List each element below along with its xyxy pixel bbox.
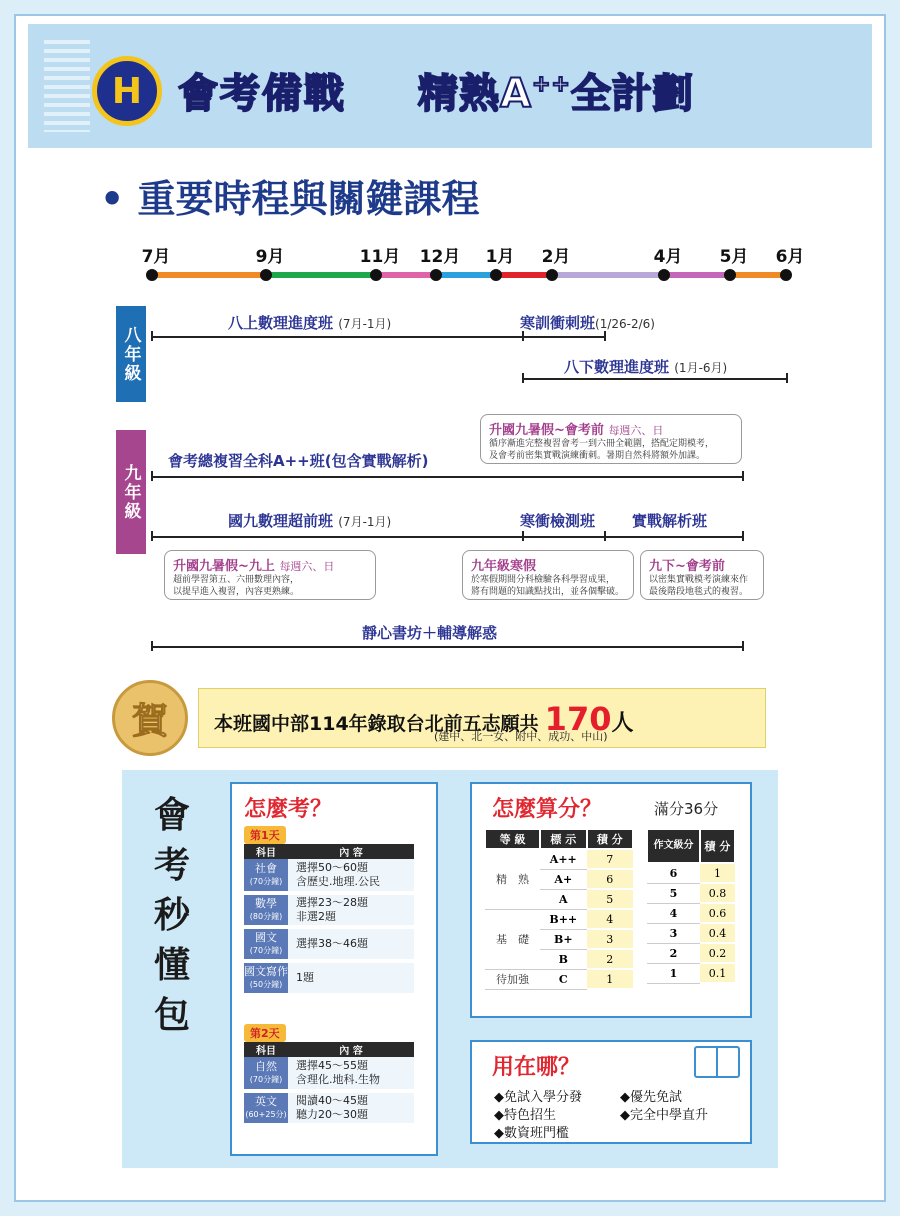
timeline-segment: [730, 272, 786, 278]
section-title: • 重要時程與關鍵課程: [100, 177, 480, 221]
course-g8-up-name: 八上數理進度班: [228, 314, 334, 332]
course-g9-review-suffix: (包含實戰解析): [324, 452, 429, 470]
mark-cell: A++: [540, 849, 586, 869]
grade-8-label: 八年級: [116, 306, 146, 402]
score-cell: 5: [587, 889, 633, 909]
timeline-segment: [552, 272, 664, 278]
timeline-dot: [490, 269, 502, 281]
note-title: [173, 555, 367, 574]
use-item: ◆完全中學直升: [620, 1108, 708, 1123]
essay-score-cell: 0.2: [700, 943, 735, 963]
subject-row: [244, 859, 414, 893]
mark-cell: B: [540, 949, 586, 969]
score-row: [485, 909, 633, 929]
decor-stripes: [44, 40, 90, 132]
subject-cell: 社會 (70分鐘): [244, 859, 288, 893]
note-tag: 每週六、日: [279, 560, 335, 573]
course-g9-practice: 實戰解析班: [632, 512, 708, 530]
score-cell: 4: [587, 909, 633, 929]
essay-row: [647, 943, 735, 963]
col-content: 內 容: [288, 844, 414, 859]
timeline-dot: [370, 269, 382, 281]
score-cell: 7: [587, 849, 633, 869]
mark-cell: A+: [540, 869, 586, 889]
header-title-part1: 會考備戰: [178, 71, 346, 117]
day1-badge: 第1天: [244, 826, 286, 844]
essay-score-table: [646, 828, 736, 984]
essay-row: [647, 883, 735, 903]
subject-cell: 數學 (80分鐘): [244, 893, 288, 927]
bar-reading: [152, 646, 744, 648]
subject-row: [244, 961, 414, 995]
content-cell: 選擇38～46題: [288, 927, 414, 961]
course-reading: 靜心書坊＋輔導解惑: [362, 624, 498, 642]
bar-g9-advance: [152, 536, 744, 538]
essay-row: [647, 963, 735, 983]
pack-title-char: 包: [153, 994, 190, 1036]
bar-g9-review: [152, 476, 744, 478]
level-cell: 精 熟: [485, 849, 540, 909]
col-subject: 科目: [244, 844, 288, 859]
header-title-sup: ++: [531, 72, 571, 97]
day2-table: [244, 1042, 414, 1127]
note-title: 九年級寒假: [471, 559, 537, 574]
use-item: ◆特色招生: [494, 1108, 556, 1123]
mark-cell: B++: [540, 909, 586, 929]
essay-level-cell: 1: [647, 963, 700, 983]
course-g8-down: [564, 356, 727, 377]
tick: [604, 331, 606, 341]
timeline-segment: [376, 272, 436, 278]
essay-score-cell: 0.8: [700, 883, 735, 903]
timeline-month-label: 11月: [359, 247, 401, 267]
course-g8-winter-name: 寒訓衝刺班: [520, 314, 596, 332]
tick: [522, 373, 524, 383]
score-cell: 6: [587, 869, 633, 889]
essay-score-cell: 0.1: [700, 963, 735, 983]
day1-table: [244, 844, 414, 997]
timeline-month-label: 4月: [653, 247, 683, 267]
essay-score-cell: 1: [700, 863, 735, 883]
tick: [604, 531, 606, 541]
content-cell: 選擇45～55題 含理化.地科.生物: [288, 1057, 414, 1091]
bar-g8-up: [152, 336, 524, 338]
timeline-dot: [146, 269, 158, 281]
essay-row: [647, 903, 735, 923]
level-cell: 基 礎: [485, 909, 540, 969]
pack-title-char: 懂: [153, 944, 190, 986]
note-body: 以密集實戰模考演練來作: [649, 575, 749, 585]
header-title-main: 精熟A: [418, 71, 532, 117]
note-title-text: 升國九暑假~九上: [173, 559, 275, 574]
content-cell: 閱讀40～45題 聽力20～30題: [288, 1091, 414, 1125]
exam-pack-title: [148, 790, 196, 1040]
pack-title-char: 秒: [153, 894, 190, 936]
note-body: 以提早進入複習，內容更熟練。: [173, 587, 300, 597]
essay-row: [647, 863, 735, 883]
congrats-number: 170: [544, 700, 612, 738]
course-g9-advance-name: 國九數理超前班: [228, 512, 334, 530]
subject-row: [244, 927, 414, 961]
score-cell: 1: [587, 969, 633, 989]
bar-g8-down: [524, 378, 788, 380]
note-body: 於寒假期間分科檢驗各科學習成果，: [471, 575, 616, 585]
course-g9-winter-test: 寒衝檢測班: [520, 512, 596, 530]
essay-level-cell: 4: [647, 903, 700, 923]
subject-row: [244, 893, 414, 927]
note-body: 將有問題的知識點找出，並各個擊破。: [471, 587, 625, 597]
course-g8-winter: [520, 312, 655, 333]
bar-g8-winter: [524, 336, 606, 338]
col-score: 積 分: [587, 829, 633, 849]
course-g9-review: [168, 450, 428, 471]
header-title-end: 全計劃: [570, 71, 694, 117]
essay-level-cell: 5: [647, 883, 700, 903]
full-score: 滿分36分: [654, 800, 719, 818]
score-cell: 2: [587, 949, 633, 969]
note-title-text: 升國九暑假~會考前: [489, 423, 604, 438]
note-body: 及會考前密集實戰演練衝刺。暑期自然科將額外加課。: [489, 451, 706, 461]
essay-level-cell: 3: [647, 923, 700, 943]
score-cell: 3: [587, 929, 633, 949]
congrats-seal-icon: 賀: [112, 680, 188, 756]
content-cell: 選擇50～60題 含歷史.地理.公民: [288, 859, 414, 893]
subject-cell: 英文 (60+25分): [244, 1091, 288, 1125]
mark-cell: B+: [540, 929, 586, 949]
essay-row: [647, 923, 735, 943]
timeline-month-label: 2月: [541, 247, 571, 267]
note-title: [489, 419, 733, 438]
col-content: 內 容: [288, 1042, 414, 1057]
course-g8-winter-period: (1/26-2/6): [595, 317, 655, 331]
tick: [786, 373, 788, 383]
note-tag: 每週六、日: [608, 424, 664, 437]
note-summer-to-exam: [480, 414, 742, 464]
col-essay-level: 作文級分: [647, 829, 700, 863]
congrats-schools: (建中、北一女、附中、成功、中山): [434, 730, 608, 743]
timeline-month-label: 5月: [719, 247, 749, 267]
timeline-dot: [724, 269, 736, 281]
col-subject: 科目: [244, 1042, 288, 1057]
course-g9-review-name: 會考總複習全科A++班: [168, 452, 325, 470]
timeline-dot: [658, 269, 670, 281]
timeline-dot: [260, 269, 272, 281]
content-cell: 選擇23～28題 非選2題: [288, 893, 414, 927]
how-exam-heading: 怎麼考？: [244, 797, 333, 822]
timeline-segment: [664, 272, 730, 278]
tick: [151, 531, 153, 541]
brand-logo-icon: [92, 56, 162, 126]
tick: [742, 471, 744, 481]
tick: [522, 531, 524, 541]
timeline-dot: [780, 269, 792, 281]
course-g8-up-period: (7月-1月): [338, 317, 392, 331]
essay-score-cell: 0.6: [700, 903, 735, 923]
col-level: 等 級: [485, 829, 540, 849]
course-g9-advance-period: (7月-1月): [338, 515, 392, 529]
subject-row: [244, 1091, 414, 1125]
congrats-unit: 人: [611, 711, 634, 736]
mark-cell: A: [540, 889, 586, 909]
course-g9-advance: [228, 510, 391, 531]
note-9down: [640, 550, 764, 600]
pack-title-char: 會: [153, 794, 190, 836]
course-g8-up: [228, 312, 391, 333]
subject-cell: 國文寫作 (50分鐘): [244, 961, 288, 995]
essay-score-cell: 0.4: [700, 923, 735, 943]
course-g8-down-name: 八下數理進度班: [564, 358, 670, 376]
score-row: [485, 969, 633, 989]
use-item: ◆數資班門檻: [494, 1126, 569, 1141]
logo-letter: H: [111, 70, 143, 112]
day2-badge: 第2天: [244, 1024, 286, 1042]
congrats-main: 本班國中部114年錄取台北前五志願共: [214, 713, 539, 735]
note-summer-9up: [164, 550, 376, 600]
timeline-month-label: 7月: [141, 247, 171, 267]
book-icon: [694, 1046, 740, 1078]
use-item: ◆免試入學分發: [494, 1090, 582, 1105]
timeline-segment: [266, 272, 376, 278]
timeline-segment: [436, 272, 496, 278]
subject-row: [244, 1057, 414, 1091]
timeline-month-label: 9月: [255, 247, 285, 267]
tick: [151, 641, 153, 651]
note-body: 循序漸進完整複習會考一到六冊全範圍，搭配定期模考，: [489, 439, 715, 449]
essay-level-cell: 2: [647, 943, 700, 963]
grade-score-table: [484, 828, 634, 990]
how-score-heading: 怎麼算分？: [492, 797, 603, 822]
tick: [742, 641, 744, 651]
level-cell: 待加強: [485, 969, 540, 989]
mark-cell: C: [540, 969, 586, 989]
note-body: 最後階段地毯式的複習。: [649, 587, 749, 597]
note-title: 九下~會考前: [649, 559, 725, 574]
subject-cell: 國文 (70分鐘): [244, 927, 288, 961]
timeline-segment: [496, 272, 552, 278]
timeline-segment: [152, 272, 266, 278]
tick: [742, 531, 744, 541]
use-item: ◆優先免試: [620, 1090, 682, 1105]
timeline-dot: [430, 269, 442, 281]
pack-title-char: 考: [153, 844, 190, 886]
timeline-month-label: 6月: [775, 247, 805, 267]
tick: [151, 331, 153, 341]
where-use-heading: 用在哪？: [492, 1055, 581, 1080]
note-body: 超前學習第五、六冊數理內容，: [173, 575, 300, 585]
header-title-part2: [418, 62, 694, 119]
col-essay-score: 積 分: [700, 829, 735, 863]
timeline-month-label: 12月: [419, 247, 461, 267]
grade-9-label: 九年級: [116, 430, 146, 554]
note-winter-break: [462, 550, 634, 600]
essay-level-cell: 6: [647, 863, 700, 883]
score-row: [485, 849, 633, 869]
content-cell: 1題: [288, 961, 414, 995]
course-g8-down-period: (1月-6月): [674, 361, 728, 375]
tick: [151, 471, 153, 481]
subject-cell: 自然 (70分鐘): [244, 1057, 288, 1091]
timeline-dot: [546, 269, 558, 281]
timeline-month-label: 1月: [485, 247, 515, 267]
col-mark: 標 示: [540, 829, 586, 849]
